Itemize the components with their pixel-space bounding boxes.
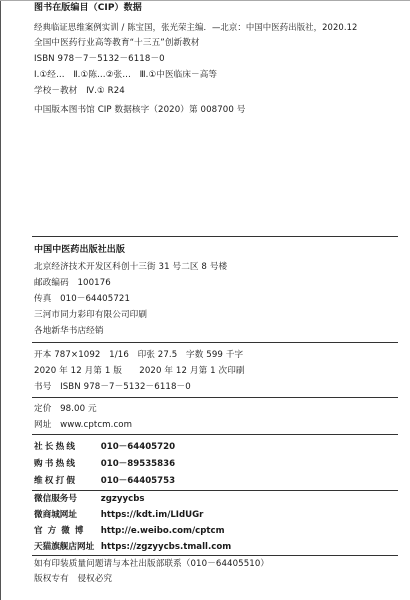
divider xyxy=(32,236,398,237)
printer: 三河市同力彩印有限公司印刷 xyxy=(34,310,148,320)
divider xyxy=(32,555,398,556)
online-value: zgzyycbs xyxy=(100,494,145,504)
distributor: 各地新华书店经销 xyxy=(34,326,104,336)
online-value: http://e.weibo.com/cptcm xyxy=(100,526,225,536)
cip-line-4: Ⅰ.①经… Ⅱ.①陈…②张… Ⅲ.①中医临床－高等 xyxy=(34,70,218,80)
publisher-website: 网址 www.cptcm.com xyxy=(34,420,133,430)
publisher-fax: 传真 010－64405721 xyxy=(34,294,131,304)
book-price: 定价 98.00 元 xyxy=(34,404,97,414)
hotline-label: 维权打假 xyxy=(34,476,78,486)
publisher-postcode: 邮政编码 100176 xyxy=(34,278,111,288)
publisher-address: 北京经济技术开发区科创十三街 31 号二区 8 号楼 xyxy=(34,262,228,272)
online-row xyxy=(34,510,203,521)
hotline-row xyxy=(34,459,175,470)
publisher-name: 中国中医药出版社出版 xyxy=(34,245,126,255)
hotline-row xyxy=(34,442,175,453)
hotline-row xyxy=(34,476,175,487)
cip-line-2: 全国中医药行业高等教育“十三五”创新教材 xyxy=(34,38,200,48)
copyright-notice: 版权专有 侵权必究 xyxy=(34,574,113,584)
divider xyxy=(32,397,398,398)
hotline-number: 010－64405753 xyxy=(100,476,176,486)
divider xyxy=(32,490,398,491)
hotline-label: 购书热线 xyxy=(34,459,78,469)
cip-line-5: 学校－教材 Ⅳ.① R24 xyxy=(34,86,125,96)
online-row xyxy=(34,542,231,553)
online-label: 微信服务号 xyxy=(34,494,77,504)
online-label: 微商城网址 xyxy=(34,510,77,520)
page-edge xyxy=(0,0,1,600)
page-edge-top xyxy=(0,0,410,1)
edition-info: 2020 年 12 月第 1 版 2020 年 12 月第 1 次印刷 xyxy=(34,366,245,376)
online-label: 官方微博 xyxy=(34,526,89,536)
divider xyxy=(32,342,398,343)
online-value: https://zgzyycbs.tmall.com xyxy=(100,542,232,552)
online-row xyxy=(34,494,144,505)
quality-contact: 如有印装质量问题请与本社出版部联系（010－64405510） xyxy=(34,559,270,569)
book-isbn: 书号 ISBN 978－7－5132－6118－0 xyxy=(34,382,191,392)
cip-heading: 图书在版编目（CIP）数据 xyxy=(34,3,142,13)
book-format: 开本 787×1092 1/16 印张 27.5 字数 599 千字 xyxy=(34,350,244,360)
hotline-label: 社长热线 xyxy=(34,442,78,452)
online-label: 天猫旗舰店网址 xyxy=(34,542,95,552)
cip-line-6: 中国版本图书馆 CIP 数据核字（2020）第 008700 号 xyxy=(34,105,246,115)
online-row xyxy=(34,526,225,537)
hotline-number: 010－64405720 xyxy=(100,442,176,452)
divider xyxy=(32,434,398,435)
hotline-number: 010－89535836 xyxy=(100,459,176,469)
cip-line-1: 经典临证思维案例实训 / 陈宝国，张光荣主编．—北京：中国中医药出版社，2020.12 xyxy=(34,22,358,32)
online-value: https://kdt.im/LIdUGr xyxy=(100,510,204,520)
cip-line-3: ISBN 978－7－5132－6118－0 xyxy=(34,54,165,64)
